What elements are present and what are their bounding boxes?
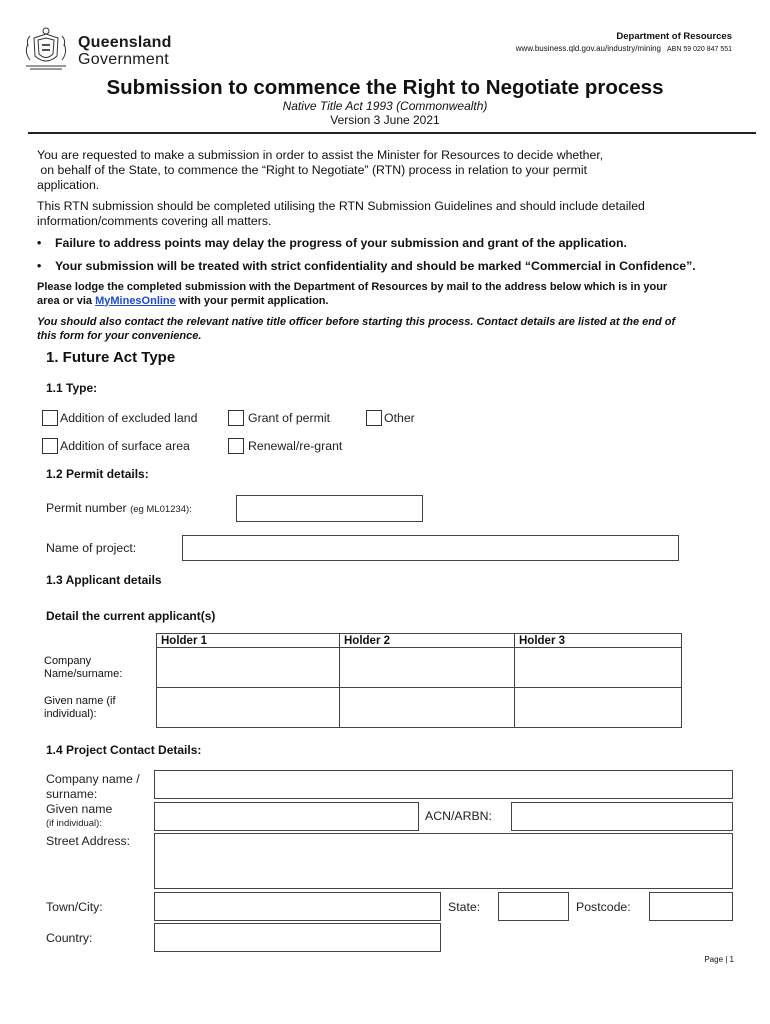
holder-3-company-cell[interactable] — [515, 648, 682, 688]
department-name: Department of Resources — [616, 31, 732, 42]
surface-area-checkbox[interactable] — [42, 438, 58, 454]
permit-details-heading: 1.2 Permit details: — [46, 467, 149, 481]
logo-line1: Queensland — [78, 34, 172, 51]
section-heading-future-act: 1. Future Act Type — [46, 349, 176, 366]
acn-arbn-label: ACN/ARBN: — [425, 809, 492, 823]
holder-2-company-cell[interactable] — [340, 648, 515, 688]
state-label: State: — [448, 900, 481, 914]
holder-3-given-name-cell[interactable] — [515, 688, 682, 728]
intro-line: This RTN submission should be completed utilising the RTN Submission Guidelines and should include detailed — [37, 199, 645, 213]
note-line: You should also contact the relevant native title officer before starting this process. Contact details are listed at the end of — [37, 316, 676, 328]
postcode-input[interactable] — [649, 892, 733, 921]
grant-of-permit-checkbox[interactable] — [228, 410, 244, 426]
state-input[interactable] — [498, 892, 569, 921]
country-label: Country: — [46, 931, 93, 945]
version-label: Version 3 June 2021 — [330, 113, 440, 127]
holder-2-header: Holder 2 — [340, 634, 515, 648]
holders-table-corner — [42, 634, 157, 648]
renewal-label: Renewal/re-grant — [248, 439, 343, 453]
contact-officer-note — [37, 316, 727, 343]
row-label-line: Given name (if — [44, 694, 116, 707]
other-checkbox[interactable] — [366, 410, 382, 426]
postcode-label: Postcode: — [576, 900, 631, 914]
holder-1-header: Holder 1 — [157, 634, 340, 648]
bullet-text: Failure to address points may delay the progress of your submission and grant of the application. — [55, 236, 627, 250]
excluded-land-checkbox[interactable] — [42, 410, 58, 426]
intro-paragraph-2 — [37, 199, 727, 229]
type-heading: 1.1 Type: — [46, 381, 98, 395]
lodge-line: Please lodge the completed submission with the Department of Resources by mail to the address below which is in your — [37, 281, 668, 293]
country-input[interactable] — [154, 923, 441, 952]
applicant-subheading: Detail the current applicant(s) — [46, 609, 216, 623]
acn-arbn-input[interactable] — [511, 802, 733, 831]
queensland-government-logo — [78, 34, 172, 68]
header-divider — [28, 132, 756, 134]
project-name-label: Name of project: — [46, 541, 137, 555]
bullet-icon: • — [37, 259, 42, 273]
label-line: Company name / — [46, 772, 140, 786]
holders-table — [42, 633, 682, 728]
row-label-line: Company — [44, 654, 92, 667]
holder-1-company-cell[interactable] — [157, 648, 340, 688]
intro-line: information/comments covering all matters. — [37, 214, 272, 228]
company-name-input[interactable] — [154, 770, 733, 799]
queensland-crest-icon — [20, 26, 72, 74]
department-block — [516, 31, 732, 56]
lodge-line: with your permit application. — [175, 294, 329, 307]
label-line: surname: — [46, 787, 98, 801]
bullet-icon: • — [37, 236, 42, 250]
given-name-input[interactable] — [154, 802, 419, 831]
lodge-line: area or via — [37, 294, 96, 307]
page-subtitle: Native Title Act 1993 (Commonwealth) — [282, 99, 488, 113]
holder-1-given-name-cell[interactable] — [157, 688, 340, 728]
surface-area-label: Addition of surface area — [60, 439, 190, 453]
street-address-input[interactable] — [154, 833, 733, 889]
given-name-hint: (if individual): — [46, 818, 102, 829]
intro-line: on behalf of the State, to commence the “Right to Negotiate” (RTN) process in relation to your permit — [37, 163, 587, 177]
permit-number-hint: (eg ML01234): — [130, 504, 192, 515]
town-city-input[interactable] — [154, 892, 441, 921]
lodge-instructions — [37, 281, 727, 308]
bullet-text: Your submission will be treated with strict confidentiality and should be marked “Commercial in Confidence”. — [55, 259, 696, 273]
logo-line2: Government — [78, 51, 170, 68]
holder-2-given-name-cell[interactable] — [340, 688, 515, 728]
note-line: this form for your convenience. — [37, 329, 202, 342]
project-name-input[interactable] — [182, 535, 679, 561]
permit-number-input[interactable] — [236, 495, 423, 522]
permit-number-label — [46, 501, 192, 515]
page-title: Submission to commence the Right to Negotiate process — [106, 76, 664, 99]
renewal-checkbox[interactable] — [228, 438, 244, 454]
permit-number-label-text: Permit number — [46, 501, 127, 515]
row-label-line: individual): — [44, 707, 97, 720]
grant-of-permit-label: Grant of permit — [248, 411, 331, 425]
department-url: www.business.qld.gov.au/industry/mining — [515, 44, 661, 53]
applicant-details-heading: 1.3 Applicant details — [46, 573, 162, 587]
company-name-row-label — [42, 648, 157, 688]
street-address-label: Street Address: — [46, 834, 131, 848]
intro-line: You are requested to make a submission in order to assist the Minister for Resources to decide whether, — [37, 148, 604, 162]
confidentiality-bullet — [37, 259, 747, 273]
intro-line: application. — [37, 178, 100, 192]
given-name-label — [46, 802, 112, 829]
row-label-line: Name/surname: — [44, 667, 123, 680]
department-abn: ABN 59 020 847 551 — [667, 46, 732, 53]
intro-paragraph-1 — [37, 148, 727, 193]
warning-bullet — [37, 236, 747, 250]
holder-3-header: Holder 3 — [515, 634, 682, 648]
other-label: Other — [384, 411, 415, 425]
mymines-online-link[interactable]: MyMinesOnline — [95, 294, 176, 307]
contact-details-heading: 1.4 Project Contact Details: — [46, 743, 202, 757]
town-city-label: Town/City: — [46, 900, 103, 914]
company-name-label — [46, 772, 140, 802]
given-name-row-label — [42, 688, 157, 728]
label-line: Given name — [46, 802, 113, 816]
excluded-land-label: Addition of excluded land — [60, 411, 198, 425]
page-number: Page | 1 — [704, 955, 734, 964]
